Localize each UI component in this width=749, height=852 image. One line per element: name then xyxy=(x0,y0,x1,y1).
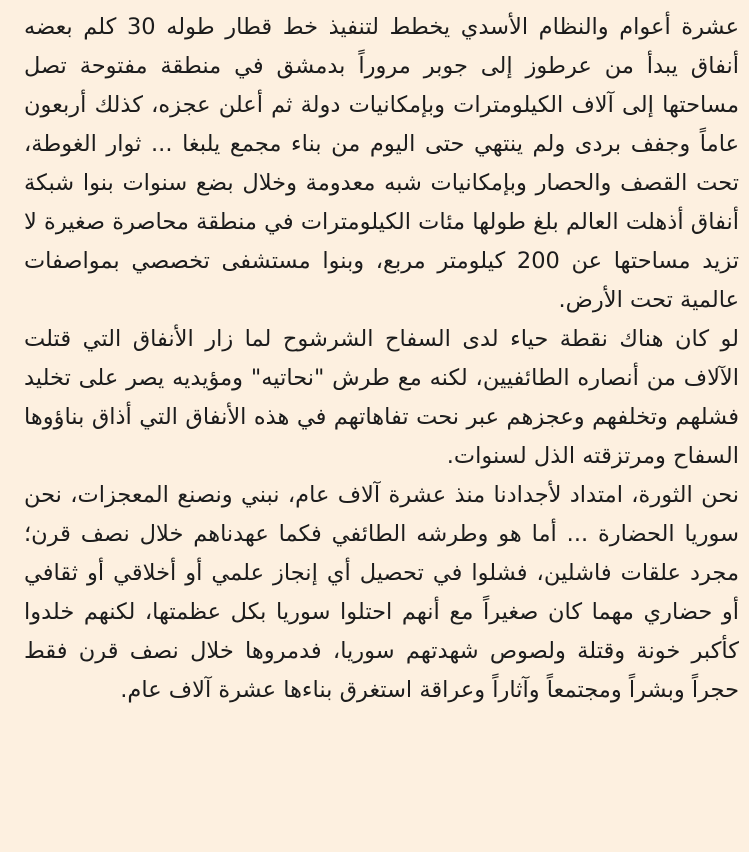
article-paragraph-1: عشرة أعوام والنظام الأسدي يخطط لتنفيذ خط قطار طوله 30 كلم بعضه أنفاق يبدأ من عرطوز إلى جوبر مروراً بدمشق في منطقة مفتوحة تصل مساحتها إلى آلاف الكيلومترات وبإمكانيات دولة ثم أعلن عجزه، كذلك أربعون عاماً وجفف بردى ولم ينتهي حتى اليوم من بناء مجمع يلبغا ... ثوار الغوطة، تحت القصف والحصار وبإمكانيات شبه معدومة وخلال بضع سنوات بنوا شبكة أنفاق أذهلت العالم بلغ طولها مئات الكيلومترات في منطقة محاصرة صغيرة لا تزيد مساحتها عن 200 كيلومتر مربع، وبنوا مستشفى تخصصي بمواصفات عالمية تحت الأرض. xyxy=(24,14,739,313)
article-paragraph-2: لو كان هناك نقطة حياء لدى السفاح الشرشوح لما زار الأنفاق التي قتلت الآلاف من أنصاره الطائفيين، لكنه مع طرش "نحاتيه" ومؤيديه يصر على تخليد فشلهم وتخلفهم وعجزهم عبر نحت تفاهاتهم في هذه الأنفاق التي أذاق بناؤوها السفاح ومرتزقته الذل لسنوات. xyxy=(24,326,739,469)
article-paragraph-3: نحن الثورة، امتداد لأجدادنا منذ عشرة آلاف عام، نبني ونصنع المعجزات، نحن سوريا الحضارة ... أما هو وطرشه الطائفي فكما عهدناهم خلال نصف قرن؛ مجرد علقات فاشلين، فشلوا في تحصيل أي إنجاز علمي أو أخلاقي أو ثقافي أو حضاري مهما كان صغيراً مع أنهم احتلوا سوريا بكل عظمتها، لكنهم خلدوا كأكبر خونة وقتلة ولصوص شهدتهم سوريا، فدمروها خلال نصف قرن فقط حجراً وبشراً ومجتمعاً وآثاراً وعراقة استغرق بناءها عشرة آلاف عام. xyxy=(24,482,739,703)
